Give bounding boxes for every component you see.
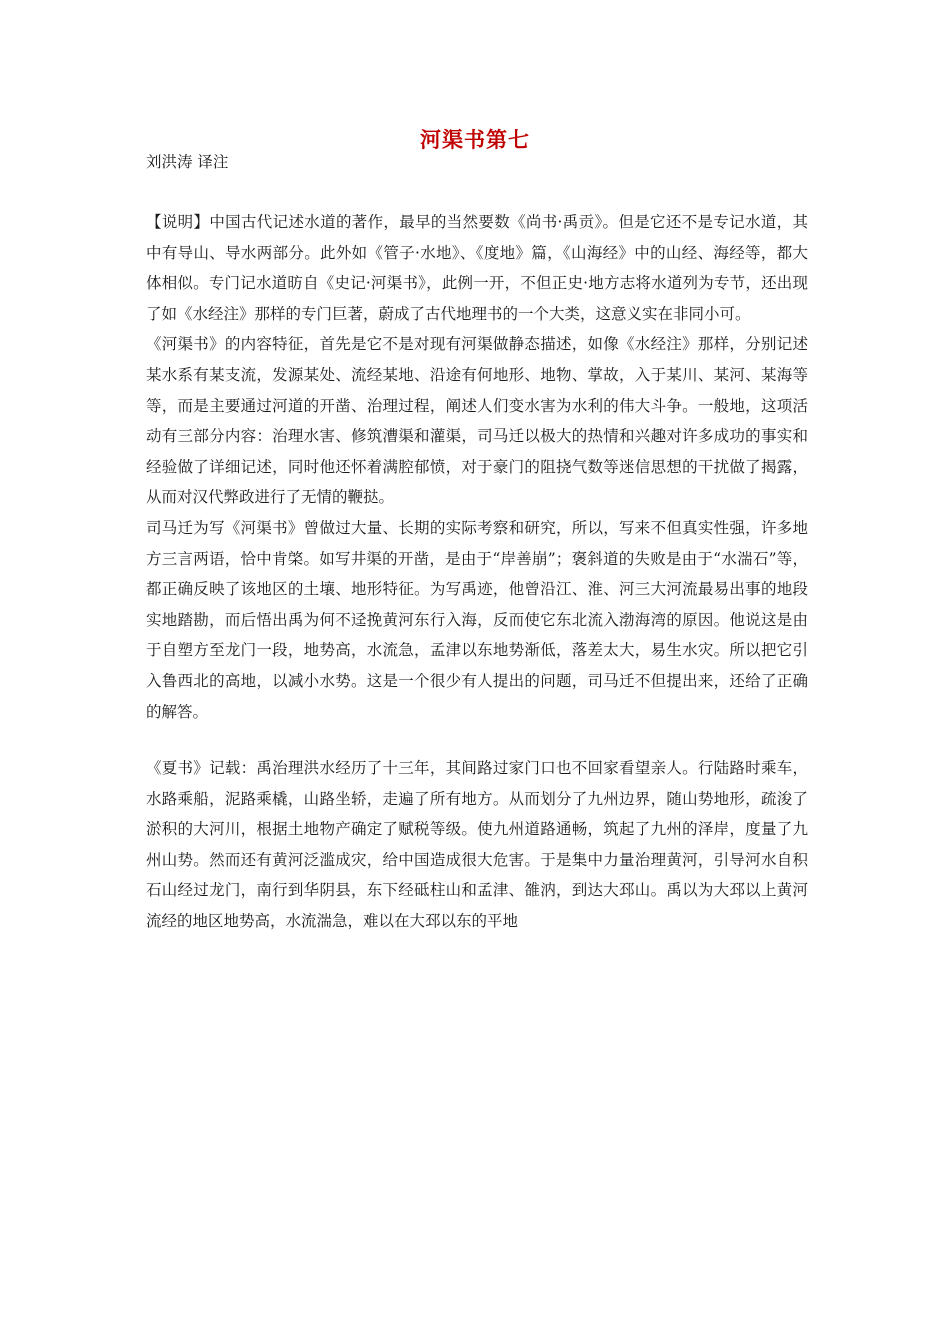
paragraph-explanation: 【说明】中国古代记述水道的著作，最早的当然要数《尚书·禹贡》。但是它还不是专记水道，其中有导山、导水两部分。此外如《管子·水地》、《度地》篇，《山海经》中的山经、海经等，都大体相似。专门记水道昉自《史记·河渠书》，此例一开，不但正史·地方志将水道列为专节，还出现了如《水经注》那样的专门巨著，蔚成了古代地理书的一个大类，这意义实在非同小可。 [146, 213, 808, 323]
paragraph-investigation: 司马迁为写《河渠书》曾做过大量、长期的实际考察和研究，所以，写来不但真实性强，许多地方三言两语，恰中肯棨。如写井渠的开凿，是由于“岸善崩”；褒斜道的失败是由于“水湍石”等，都正确反映了该地区的土壤、地形特征。为写禹迹，他曾沿江、淮、河三大河流最易出事的地段实地踏勘，而后悟出禹为何不迳挽黄河东行入海，反而使它东北流入渤海湾的原因。他说这是由于自塑方至龙门一段，地势高，水流急，孟津以东地势渐低，落差太大，易生水灾。所以把它引入鲁西北的高地，以减小水势。这是一个很少有人提出的问题，司马迁不但提出来，还给了正确的解答。 [146, 518, 808, 721]
document-body [146, 207, 808, 937]
paragraph-xia-shu: 《夏书》记载：禹治理洪水经历了十三年，其间路过家门口也不回家看望亲人。行陆路时乘车，水路乘船，泥路乘橇，山路坐轿，走遍了所有地方。从而划分了九州边界，随山势地形，疏浚了淤积的大河川，根据土地物产确定了赋税等级。使九州道路通畅，筑起了九州的泽岸，度量了九州山势。然而还有黄河泛滥成灾，给中国造成很大危害。于是集中力量治理黄河，引导河水自积石山经过龙门，南行到华阴县，东下经砥柱山和孟津、雒汭，到达大邳山。禹以为大邳以上黄河流经的地区地势高，水流湍急，难以在大邳以东的平地 [146, 759, 808, 931]
document-title: 河渠书第七 [420, 127, 530, 152]
document-author: 刘洪涛 译注 [146, 153, 229, 171]
paragraph-content-features: 《河渠书》的内容特征，首先是它不是对现有河渠做静态描述，如像《水经注》那样，分别记述某水系有某支流，发源某处、流经某地、沿途有何地形、地物、掌故，入于某川、某河、某海等等，而是主要通过河道的开凿、治理过程，阐述人们变水害为水利的伟大斗争。一般地，这项活动有三部分内容：治理水害、修筑漕渠和灌渠，司马迁以极大的热情和兴趣对许多成功的事实和经验做了详细记述，同时他还怀着满腔郁愤，对于豪门的阻挠气数等迷信思想的干扰做了揭露，从而对汉代弊政进行了无情的鞭挞。 [146, 335, 808, 507]
